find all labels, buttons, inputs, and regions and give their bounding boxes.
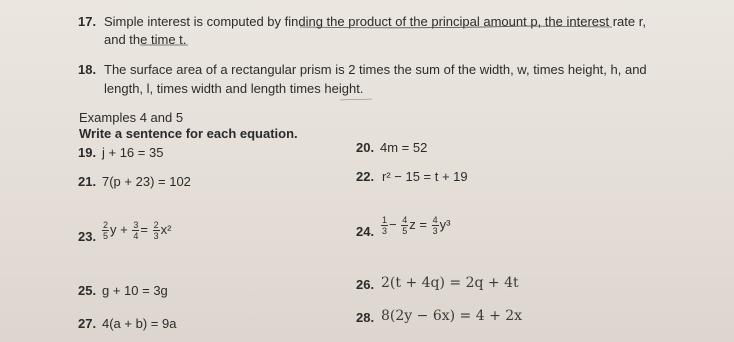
problem-28-equation: 8(2y − 6x) = 4 + 2x [381, 308, 523, 324]
problem-25-equation: g + 10 = 3g [102, 283, 168, 298]
fraction: $\frac{2}{3}$ [153, 220, 159, 241]
problem-25-number: 25. [78, 283, 97, 298]
problem-20-number: 20. [356, 140, 375, 155]
fraction: $\frac{3}{4}$ [133, 220, 139, 241]
problem-27-number: 27. [78, 316, 97, 331]
problem-17-number: 17. [78, 14, 97, 29]
problem-26-number: 26. [356, 277, 375, 292]
problem-19-equation: j + 16 = 35 [102, 145, 164, 160]
fraction: $\frac{1}{3}$ [382, 215, 388, 236]
fraction: $\frac{2}{5}$ [103, 220, 109, 241]
problem-19-number: 19. [78, 145, 97, 160]
problem-22-equation: r² − 15 = t + 19 [382, 169, 468, 184]
problem-20-equation: 4m = 52 [380, 140, 428, 155]
problem-27-equation: 4(a + b) = 9a [102, 316, 177, 331]
problem-24-number: 24. [356, 224, 375, 239]
problem-18-text-line2: length, l, times width and length times height. [104, 81, 364, 96]
examples-header: Examples 4 and 5 [79, 110, 184, 125]
problem-18-number: 18. [78, 62, 97, 77]
problem-21-equation: 7(p + 23) = 102 [102, 174, 191, 189]
problem-17-text-line2: and the time t. [104, 32, 187, 47]
problem-23-number: 23. [78, 229, 97, 244]
problem-28-number: 28. [356, 310, 375, 325]
problem-17-text-line1: Simple interest is computed by finding the product of the principal amount p, the interest rate r, [104, 14, 646, 29]
problem-22-number: 22. [356, 169, 375, 184]
problem-26-equation: 2(t + 4q) = 2q + 4t [381, 275, 519, 291]
problem-23-equation: $\frac{2}{5}$ y + $\frac{3}{4}$ = $\frac{2}{3}$ x² [103, 220, 172, 241]
problem-18-text-line1: The surface area of a rectangular prism is 2 times the sum of the width, w, times height, h, and [104, 62, 647, 77]
fraction: $\frac{4}{3}$ [432, 215, 438, 236]
problem-21-number: 21. [78, 174, 97, 189]
fraction: $\frac{4}{5}$ [402, 215, 408, 236]
instruction-text: Write a sentence for each equation. [79, 126, 298, 141]
problem-24-equation: $\frac{1}{3}$ − $\frac{4}{5}$ z = $\frac{4}{3}$ y³ [382, 215, 451, 236]
